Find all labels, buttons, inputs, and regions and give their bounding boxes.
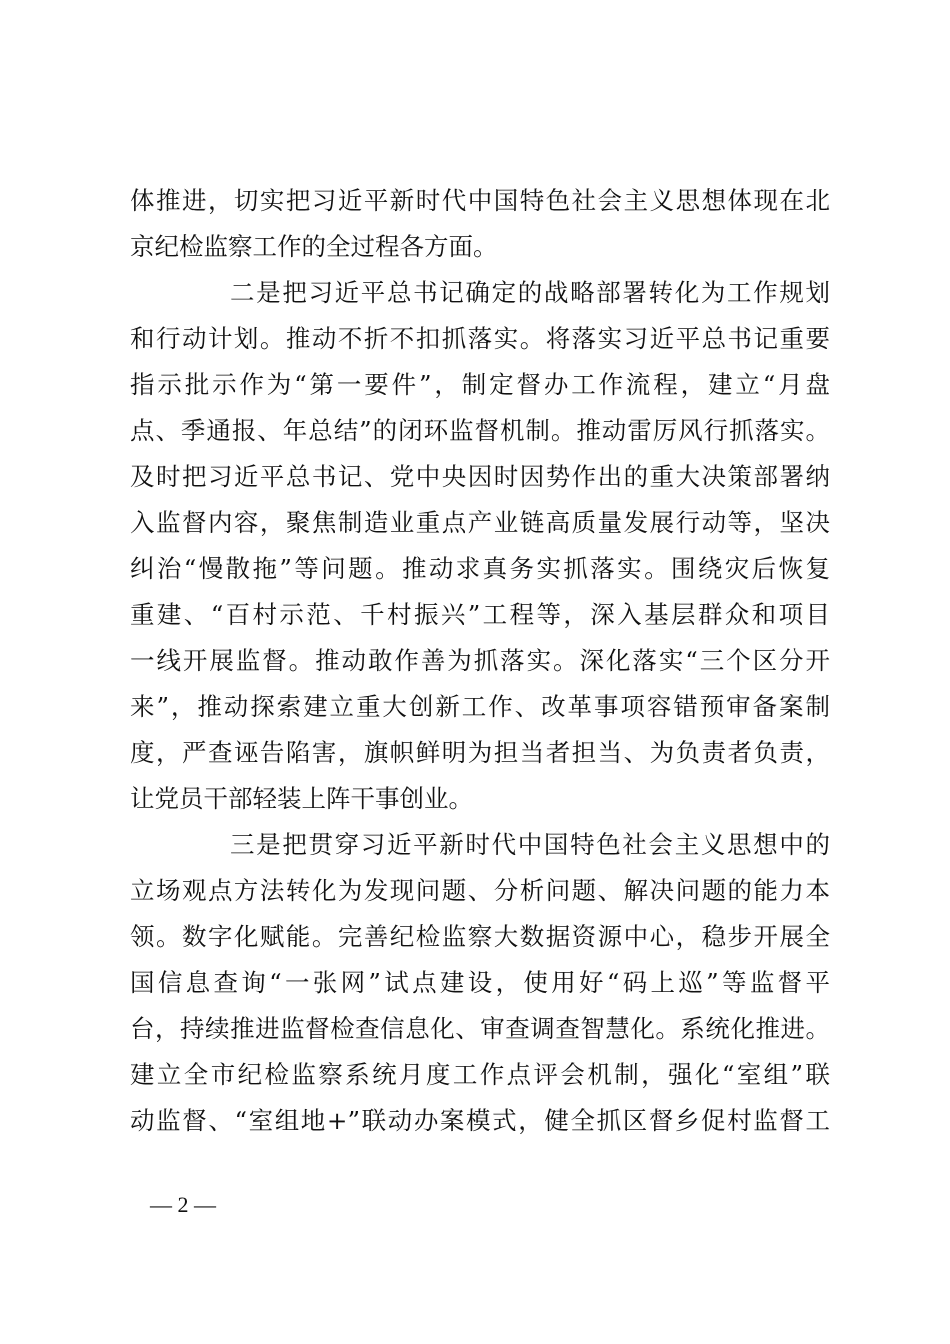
- paragraph-2-line-9: 一线开展监督。推动敢作善为抓落实。深化落实“三个区分开: [130, 646, 830, 675]
- paragraph-3-line-1: 三是把贯穿习近平新时代中国特色社会主义思想中的: [230, 830, 830, 859]
- paragraph-3-line-6: 建立全市纪检监察系统月度工作点评会机制，强化“室组”联: [130, 1060, 830, 1089]
- paragraph-2-line-12: 让党员干部轻装上阵干事创业。: [130, 784, 473, 813]
- paragraph-2-line-11: 度，严查诬告陷害，旗帜鲜明为担当者担当、为负责者负责，: [130, 738, 830, 767]
- paragraph-2-line-8: 重建、“百村示范、千村振兴”工程等，深入基层群众和项目: [130, 600, 830, 629]
- paragraph-1-line-2: 京纪检监察工作的全过程各方面。: [130, 232, 498, 261]
- paragraph-2-line-4: 点、季通报、年总结”的闭环监督机制。推动雷厉风行抓落实。: [130, 416, 830, 445]
- paragraph-2-line-7: 纠治“慢散拖”等问题。推动求真务实抓落实。围绕灾后恢复: [130, 554, 830, 583]
- paragraph-3-line-4: 国信息查询“一张网”试点建设，使用好“码上巡”等监督平: [130, 968, 830, 997]
- page-number: — 2 —: [150, 1192, 216, 1217]
- paragraph-3-line-3: 领。数字化赋能。完善纪检监察大数据资源中心，稳步开展全: [130, 922, 830, 951]
- paragraph-2-line-6: 入监督内容，聚焦制造业重点产业链高质量发展行动等，坚决: [130, 508, 830, 537]
- paragraph-2-line-10: 来”，推动探索建立重大创新工作、改革事项容错预审备案制: [130, 692, 830, 721]
- paragraph-1-line-1: 体推进，切实把习近平新时代中国特色社会主义思想体现在北: [130, 186, 830, 215]
- paragraph-2-line-1: 二是把习近平总书记确定的战略部署转化为工作规划: [230, 278, 830, 307]
- paragraph-3-line-2: 立场观点方法转化为发现问题、分析问题、解决问题的能力本: [130, 876, 830, 905]
- paragraph-3-line-5: 台，持续推进监督检查信息化、审查调查智慧化。系统化推进。: [130, 1014, 830, 1043]
- paragraph-2-line-2: 和行动计划。推动不折不扣抓落实。将落实习近平总书记重要: [130, 324, 830, 353]
- paragraph-3-line-7: 动监督、“室组地+”联动办案模式，健全抓区督乡促村监督工: [130, 1106, 830, 1135]
- paragraph-2-line-5: 及时把习近平总书记、党中央因时因势作出的重大决策部署纳: [130, 462, 830, 491]
- paragraph-2-line-3: 指示批示作为“第一要件”，制定督办工作流程，建立“月盘: [130, 370, 830, 399]
